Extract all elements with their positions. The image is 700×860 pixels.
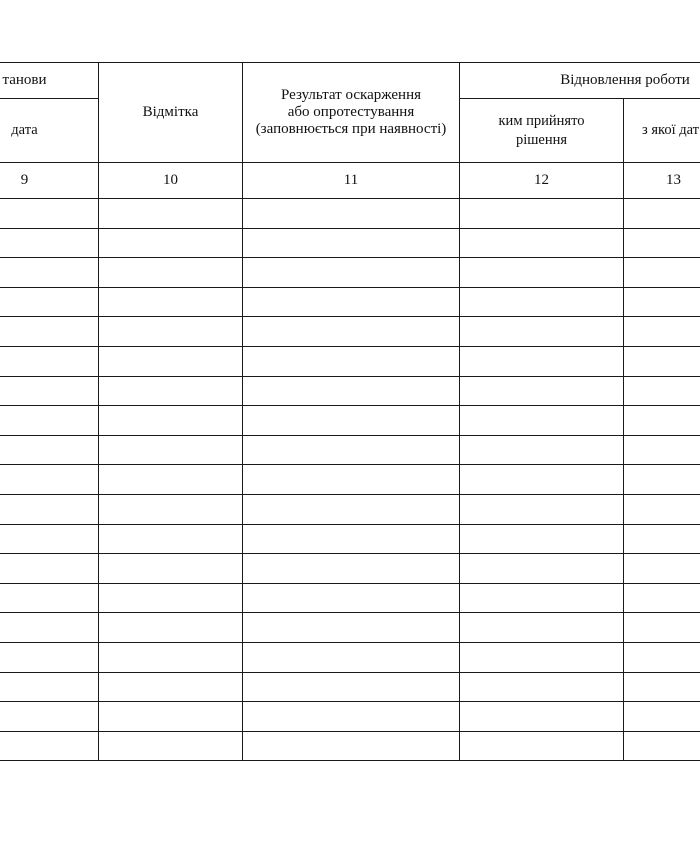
- empty-cell: [624, 406, 700, 436]
- empty-cell: [624, 465, 700, 495]
- empty-cell: [243, 228, 460, 258]
- empty-cell: [99, 287, 243, 317]
- empty-cell: [624, 199, 700, 229]
- empty-cell: [460, 583, 624, 613]
- from-date-header: з якої дат: [624, 99, 700, 163]
- empty-cell: [0, 435, 99, 465]
- empty-cell: [99, 494, 243, 524]
- empty-cell: [99, 642, 243, 672]
- empty-cell: [624, 287, 700, 317]
- empty-cell: [624, 317, 700, 347]
- empty-cell: [460, 613, 624, 643]
- empty-cell: [0, 465, 99, 495]
- table-row: [0, 583, 700, 613]
- table-row: [0, 613, 700, 643]
- table-row: [0, 554, 700, 584]
- empty-cell: [460, 228, 624, 258]
- empty-cell: [0, 199, 99, 229]
- restoration-group-header: Відновлення роботи: [460, 63, 700, 99]
- empty-cell: [0, 524, 99, 554]
- empty-cell: [99, 465, 243, 495]
- table-row: [0, 376, 700, 406]
- empty-cell: [460, 731, 624, 761]
- empty-cell: [460, 258, 624, 288]
- empty-cell: [0, 228, 99, 258]
- table-row: [0, 287, 700, 317]
- empty-cell: [624, 376, 700, 406]
- empty-cell: [0, 672, 99, 702]
- empty-cell: [460, 346, 624, 376]
- empty-cell: [99, 583, 243, 613]
- table-row: [0, 702, 700, 732]
- empty-cell: [624, 228, 700, 258]
- empty-cell: [460, 465, 624, 495]
- empty-cell: [243, 287, 460, 317]
- empty-cell: [243, 702, 460, 732]
- column-numbers-row: [0, 163, 700, 199]
- empty-cell: [243, 613, 460, 643]
- column-number: 13: [624, 163, 700, 199]
- empty-cell: [0, 406, 99, 436]
- empty-cell: [99, 435, 243, 465]
- column-number: 10: [99, 163, 243, 199]
- table-row: [0, 199, 700, 229]
- empty-cell: [460, 199, 624, 229]
- empty-cell: [243, 435, 460, 465]
- empty-cell: [460, 406, 624, 436]
- mark-header: Відмітка: [99, 63, 243, 163]
- empty-cell: [99, 317, 243, 347]
- empty-cell: [624, 731, 700, 761]
- empty-cell: [243, 583, 460, 613]
- empty-cell: [243, 406, 460, 436]
- empty-cell: [0, 583, 99, 613]
- empty-cell: [99, 613, 243, 643]
- empty-cell: [99, 199, 243, 229]
- table-row: [0, 406, 700, 436]
- empty-cell: [243, 642, 460, 672]
- empty-cell: [624, 672, 700, 702]
- empty-cell: [0, 494, 99, 524]
- empty-cell: [0, 554, 99, 584]
- empty-cell: [243, 317, 460, 347]
- empty-cell: [0, 731, 99, 761]
- empty-cell: [0, 287, 99, 317]
- decision-group-header: танови: [0, 63, 99, 99]
- empty-cell: [99, 406, 243, 436]
- empty-cell: [624, 524, 700, 554]
- empty-cell: [460, 376, 624, 406]
- empty-cell: [624, 346, 700, 376]
- table-row: [0, 228, 700, 258]
- empty-cell: [460, 642, 624, 672]
- empty-cell: [624, 494, 700, 524]
- empty-cell: [243, 554, 460, 584]
- column-number: 9: [0, 163, 99, 199]
- empty-cell: [99, 376, 243, 406]
- empty-cell: [460, 494, 624, 524]
- empty-cell: [460, 554, 624, 584]
- empty-cell: [99, 524, 243, 554]
- empty-cell: [0, 613, 99, 643]
- empty-cell: [99, 672, 243, 702]
- table-row: [0, 317, 700, 347]
- table-row: [0, 346, 700, 376]
- empty-cell: [243, 346, 460, 376]
- empty-cell: [0, 317, 99, 347]
- empty-cell: [624, 583, 700, 613]
- empty-cell: [99, 731, 243, 761]
- empty-cell: [460, 435, 624, 465]
- empty-cell: [460, 524, 624, 554]
- empty-cell: [243, 672, 460, 702]
- empty-cell: [243, 524, 460, 554]
- empty-cell: [0, 702, 99, 732]
- empty-cell: [99, 554, 243, 584]
- empty-cell: [243, 731, 460, 761]
- empty-cell: [460, 702, 624, 732]
- empty-cell: [624, 702, 700, 732]
- appeal-result-header: Результат оскарження або опротестування (заповнюється при наявності): [243, 63, 460, 163]
- table-row: [0, 465, 700, 495]
- decided-by-header: ким прийнято рішення: [460, 99, 624, 163]
- empty-cell: [0, 642, 99, 672]
- empty-cell: [99, 702, 243, 732]
- empty-cell: [460, 672, 624, 702]
- empty-cell: [460, 317, 624, 347]
- empty-cell: [243, 465, 460, 495]
- empty-cell: [99, 258, 243, 288]
- empty-cell: [243, 199, 460, 229]
- empty-cell: [0, 376, 99, 406]
- empty-cell: [460, 287, 624, 317]
- table-row: [0, 258, 700, 288]
- table-row: [0, 642, 700, 672]
- empty-cell: [243, 258, 460, 288]
- column-number: 12: [460, 163, 624, 199]
- empty-cell: [624, 613, 700, 643]
- column-number: 11: [243, 163, 460, 199]
- empty-cell: [243, 494, 460, 524]
- date-header: дата: [0, 99, 99, 163]
- empty-cell: [0, 346, 99, 376]
- empty-cell: [99, 346, 243, 376]
- register-table: [0, 62, 700, 761]
- empty-cell: [624, 554, 700, 584]
- table-row: [0, 435, 700, 465]
- table-row: [0, 672, 700, 702]
- empty-cell: [624, 642, 700, 672]
- empty-cell: [243, 376, 460, 406]
- empty-cell: [0, 258, 99, 288]
- table-row: [0, 524, 700, 554]
- empty-cell: [624, 258, 700, 288]
- table-row: [0, 731, 700, 761]
- empty-cell: [624, 435, 700, 465]
- table-row: [0, 494, 700, 524]
- empty-cell: [99, 228, 243, 258]
